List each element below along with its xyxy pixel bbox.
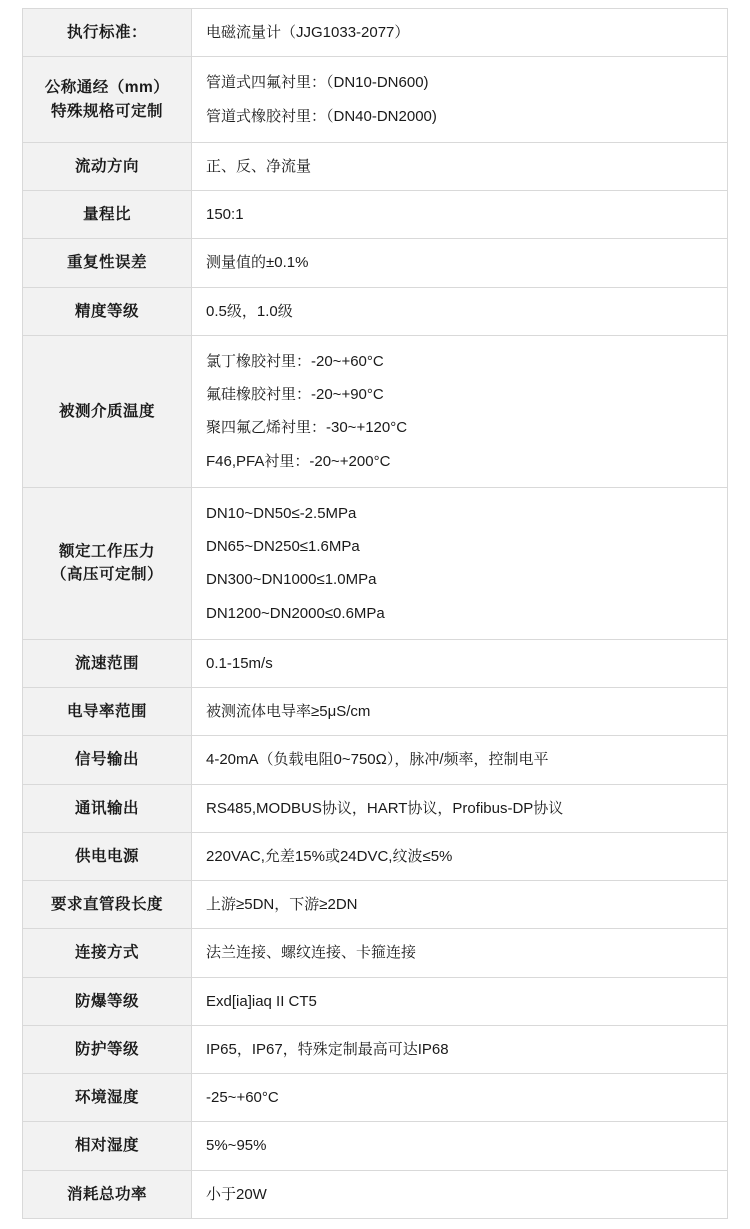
spec-value-line: 管道式橡胶衬里：（DN40-DN2000) xyxy=(206,107,437,125)
table-row xyxy=(23,57,728,143)
table-row xyxy=(23,639,728,687)
table-row xyxy=(23,832,728,880)
table-row xyxy=(23,1074,728,1122)
spec-value-line: 管道式四氟衬里：（DN10-DN600) xyxy=(206,74,429,92)
specification-table xyxy=(22,8,728,1219)
spec-label-line: 消耗总功率 xyxy=(66,1185,147,1203)
spec-label-line: 精度等级 xyxy=(74,302,139,320)
spec-value-line: 小于20W xyxy=(206,1185,267,1203)
spec-value-line: 氯丁橡胶衬里：-20~+60°C xyxy=(206,352,384,370)
spec-label-cell xyxy=(23,1122,192,1170)
spec-label-line: 供电电源 xyxy=(74,847,139,865)
spec-value-line: 0.5级，1.0级 xyxy=(206,302,293,320)
spec-value-cell xyxy=(192,287,728,335)
spec-label-cell xyxy=(23,736,192,784)
spec-value-cell xyxy=(192,57,728,143)
spec-label-line: 量程比 xyxy=(82,206,131,223)
spec-label-line: 流动方向 xyxy=(74,157,139,175)
spec-value-line: DN300~DN1000≤1.0MPa xyxy=(206,571,377,589)
spec-value-cell xyxy=(192,688,728,736)
table-row xyxy=(23,9,728,57)
table-row xyxy=(23,977,728,1025)
spec-value-line: -25~+60°C xyxy=(206,1089,279,1106)
spec-label-line: 重复性误差 xyxy=(66,254,147,272)
table-row xyxy=(23,688,728,736)
spec-label-cell xyxy=(23,57,192,143)
spec-table-body xyxy=(23,9,728,1219)
spec-label-cell xyxy=(23,142,192,190)
spec-label-cell xyxy=(23,1074,192,1122)
spec-value-cell xyxy=(192,191,728,239)
table-row xyxy=(23,1122,728,1170)
spec-value-line: RS485,MODBUS协议，HART协议，Profibus-DP协议 xyxy=(206,799,564,817)
spec-label-cell xyxy=(23,335,192,487)
spec-value-line: IP65，IP67，特殊定制最高可达IP68 xyxy=(206,1040,449,1058)
spec-value-cell xyxy=(192,929,728,977)
spec-value-cell xyxy=(192,784,728,832)
spec-value-line: 被测流体电导率≥5μS/cm xyxy=(206,703,371,720)
spec-value-cell xyxy=(192,142,728,190)
spec-value-line: 聚四氟乙烯衬里：-30~+120°C xyxy=(206,419,408,437)
spec-value-cell xyxy=(192,335,728,487)
spec-label-line: 要求直管段长度 xyxy=(50,896,163,913)
spec-value-cell xyxy=(192,977,728,1025)
spec-label-line: 执行标准： xyxy=(66,24,147,41)
spec-value-cell xyxy=(192,239,728,287)
spec-value-line: 上游≥5DN，下游≥2DN xyxy=(206,896,358,913)
table-row xyxy=(23,191,728,239)
spec-value-line: 4-20mA（负载电阻0~750Ω），脉冲/频率，控制电平 xyxy=(206,751,549,769)
spec-value-line: 电磁流量计（JJG1033-2077） xyxy=(206,24,410,41)
spec-value-cell xyxy=(192,9,728,57)
spec-label-cell xyxy=(23,487,192,639)
spec-label-cell xyxy=(23,832,192,880)
table-row xyxy=(23,881,728,929)
spec-label-line: （高压可定制） xyxy=(50,566,163,584)
spec-label-cell xyxy=(23,639,192,687)
table-row xyxy=(23,1025,728,1073)
spec-label-cell xyxy=(23,977,192,1025)
spec-value-line: 5%~95% xyxy=(206,1137,267,1155)
spec-value-line: 150:1 xyxy=(206,206,244,223)
spec-label-line: 连接方式 xyxy=(74,944,139,962)
spec-value-cell xyxy=(192,1025,728,1073)
spec-label-cell xyxy=(23,929,192,977)
spec-value-line: DN65~DN250≤1.6MPa xyxy=(206,538,360,555)
spec-label-cell xyxy=(23,1025,192,1073)
table-row xyxy=(23,239,728,287)
spec-value-cell xyxy=(192,881,728,929)
spec-value-cell xyxy=(192,639,728,687)
table-row xyxy=(23,142,728,190)
table-row xyxy=(23,736,728,784)
table-row xyxy=(23,784,728,832)
spec-label-cell xyxy=(23,239,192,287)
spec-value-cell xyxy=(192,736,728,784)
spec-value-line: 氟硅橡胶衬里：-20~+90°C xyxy=(206,386,384,403)
table-row xyxy=(23,929,728,977)
spec-label-line: 相对湿度 xyxy=(74,1137,139,1155)
spec-label-line: 流速范围 xyxy=(74,654,139,672)
spec-label-line: 防护等级 xyxy=(74,1040,139,1058)
spec-label-cell xyxy=(23,881,192,929)
spec-label-cell xyxy=(23,784,192,832)
spec-label-line: 信号输出 xyxy=(74,751,139,769)
spec-label-cell xyxy=(23,1170,192,1218)
spec-label-line: 环境湿度 xyxy=(74,1089,139,1106)
spec-label-cell xyxy=(23,191,192,239)
table-row xyxy=(23,335,728,487)
spec-label-cell xyxy=(23,9,192,57)
table-row xyxy=(23,1170,728,1218)
spec-value-cell xyxy=(192,1074,728,1122)
spec-value-cell xyxy=(192,1170,728,1218)
spec-value-line: 正、反、净流量 xyxy=(206,157,312,175)
spec-value-line: Exd[ia]iaq II CT5 xyxy=(206,992,317,1010)
spec-value-cell xyxy=(192,832,728,880)
spec-value-line: DN1200~DN2000≤0.6MPa xyxy=(206,604,385,622)
table-row xyxy=(23,487,728,639)
spec-value-line: 220VAC,允差15%或24DVC,纹波≤5% xyxy=(206,847,453,865)
spec-label-cell xyxy=(23,688,192,736)
spec-value-line: F46,PFA衬里：-20~+200°C xyxy=(206,452,391,470)
spec-label-line: 被测介质温度 xyxy=(58,402,155,420)
spec-label-cell xyxy=(23,287,192,335)
spec-label-line: 防爆等级 xyxy=(74,992,139,1010)
spec-value-line: 法兰连接、螺纹连接、卡箍连接 xyxy=(206,944,417,962)
spec-label-line: 特殊规格可定制 xyxy=(50,102,163,120)
table-row xyxy=(23,287,728,335)
spec-label-line: 电导率范围 xyxy=(66,703,147,720)
spec-label-line: 额定工作压力 xyxy=(58,543,155,560)
spec-label-line: 公称通经（mm） xyxy=(44,79,170,97)
spec-value-cell xyxy=(192,1122,728,1170)
spec-value-cell xyxy=(192,487,728,639)
spec-label-line: 通讯输出 xyxy=(74,799,139,817)
spec-value-line: DN10~DN50≤-2.5MPa xyxy=(206,504,357,522)
spec-value-line: 测量值的±0.1% xyxy=(206,254,309,272)
spec-value-line: 0.1-15m/s xyxy=(206,654,273,672)
